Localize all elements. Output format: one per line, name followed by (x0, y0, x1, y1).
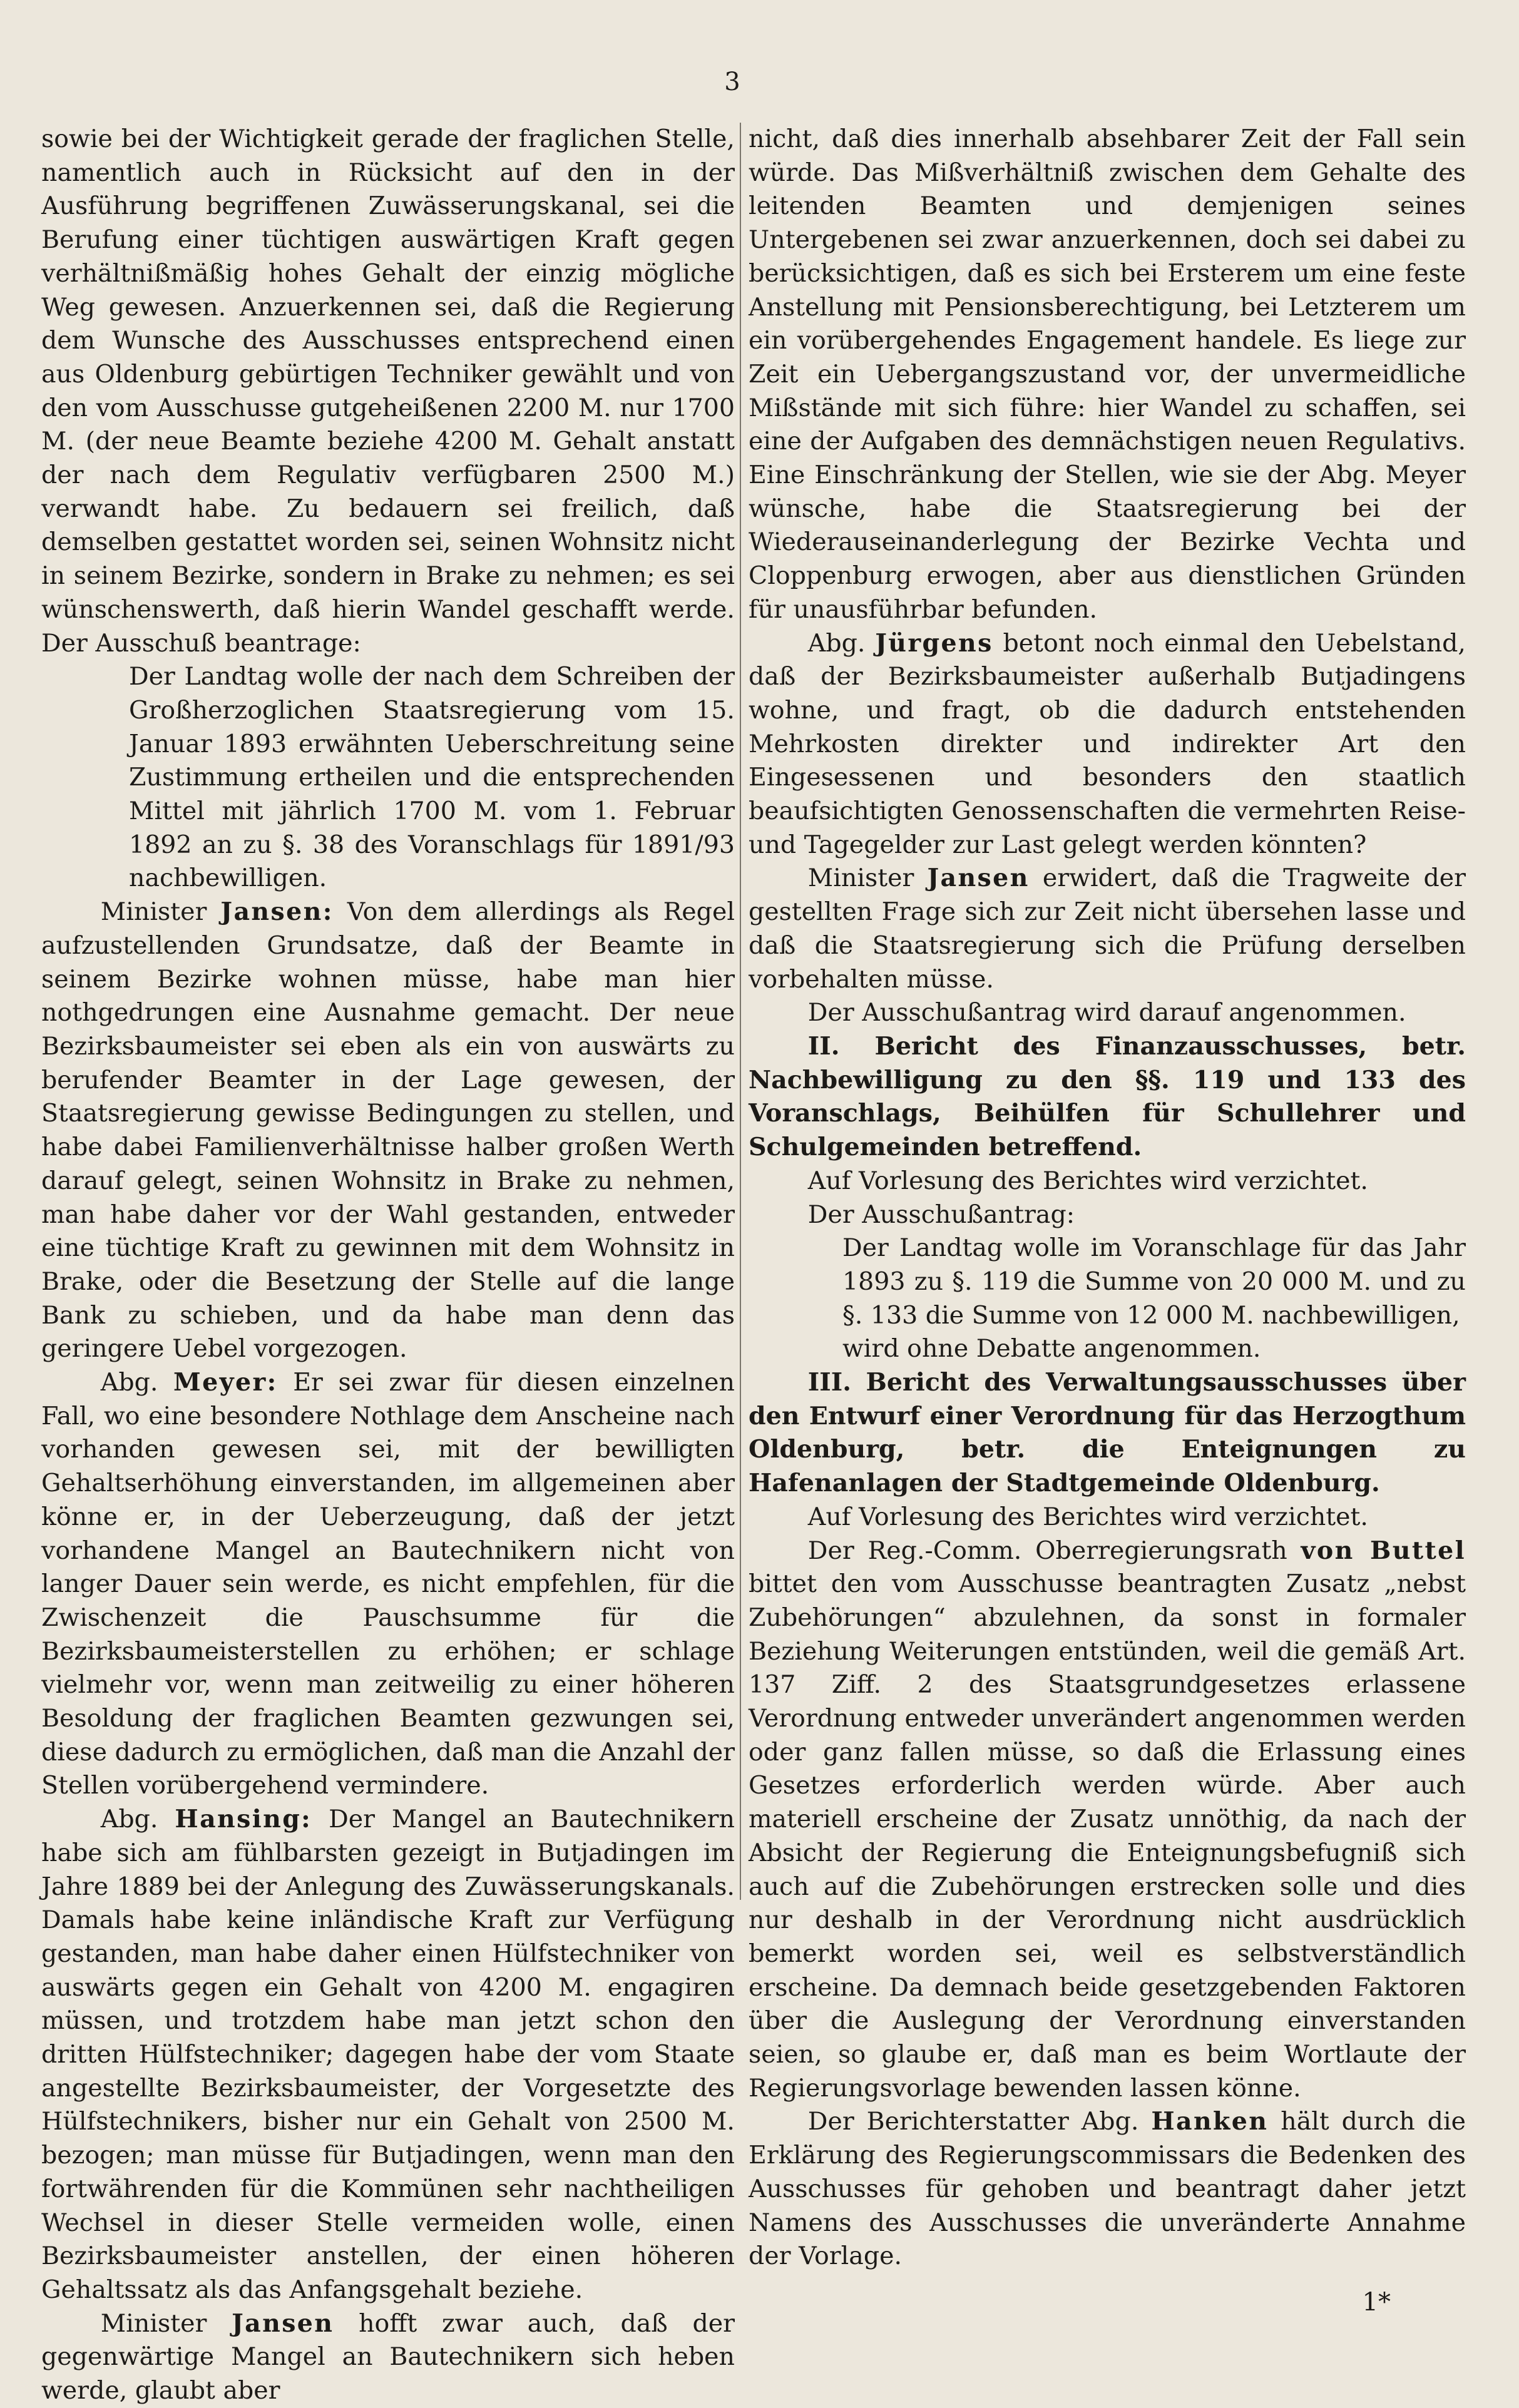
speaker-name: Jürgens (875, 628, 993, 658)
speaker-name: Meyer: (173, 1368, 278, 1397)
section-title: Bericht des Verwaltungsausschusses über den Entwurf einer Verordnung für das Herzogthum Oldenburg, betr. die Enteignungen zu Hafenanlagen der Stadtgemeinde Oldenburg. (749, 1368, 1466, 1498)
paragraph-text: Von dem allerdings als Regel aufzustellenden Grundsatze, daß der Beamte in seinem Bezirke wohnen müsse, habe man hier nothgedrungen eine Ausnahme gemacht. Der neue Bezirksbaumeister sei eben als ein von auswärts zu berufender Beamter in der Lage gewesen, der Staatsregierung gewisse Bedingungen zu stellen, und habe dabei Familienverhältnisse halber großen Werth darauf gelegt, seinen Wohnsitz in Brake zu nehmen, man habe daher vor der Wahl gestanden, entweder eine tüchtige Kraft zu gewinnen mit dem Wohnsitz in Brake, oder die Besetzung der Stelle auf die lange Bank zu schieben, und da habe man denn das geringere Uebel vorgezogen. (41, 897, 735, 1364)
speaker-name: Jansen (232, 2309, 334, 2338)
paragraph (41, 1803, 735, 2307)
speaker-title: Der Berichterstatter Abg. (807, 2107, 1139, 2136)
speaker-title: Abg. (100, 1368, 158, 1397)
speaker-name: Jansen: (220, 897, 334, 927)
paragraph-text: Der Mangel an Bautechnikern habe sich am fühlbarsten gezeigt in Butjadingen im Jahre 1889 bei der Anlegung des Zuwässerungskanals. Damals habe keine inländische Kraft zur Verfügung gestanden, man habe daher einen Hülfstechniker von auswärts gegen ein Gehalt von 4200 M. engagiren müssen, und trotzdem habe man jetzt schon den dritten Hülfstechniker; dagegen habe der vom Staate angestellte Bezirksbaumeister, der Vorgesetzte des Hülfstechnikers, bisher nur ein Gehalt von 2500 M. bezogen; man müsse für Butjadingen, wenn man den fortwährenden für die Kommünen sehr nachtheiligen Wechsel in dieser Stelle vermeiden wolle, einen Bezirksbaumeister anstellen, der einen höheren Gehaltssatz als das Anfangsgehalt beziehe. (41, 1805, 735, 2304)
section-number: II. (807, 1031, 840, 1061)
speaker-title: Der Reg.-Comm. Oberregierungsrath (807, 1536, 1287, 1565)
paragraph (749, 862, 1466, 996)
left-column (41, 123, 735, 2408)
right-column (749, 123, 1466, 2320)
speaker-name: Hansing: (175, 1805, 312, 1834)
paragraph-text: hält durch die Erklärung des Regierungscommissars die Bedenken des Ausschusses für gehoben und beantragt daher jetzt Namens des Ausschusses die unveränderte Annahme der Vorlage. (749, 2107, 1466, 2271)
speaker-title: Abg. (807, 628, 866, 658)
paragraph: sowie bei der Wichtigkeit gerade der fraglichen Stelle, namentlich auch in Rücksicht auf den in der Ausführung begriffenen Zuwässerungskanal, sei die Berufung einer tüchtigen auswärtigen Kraft gegen verhältnißmäßig hohes Gehalt der einzig mögliche Weg gewesen. Anzuerkennen sei, daß die Regierung dem Wunsche des Ausschusses entsprechend einen aus Oldenburg gebürtigen Techniker gewählt und von den vom Ausschusse gutgeheißenen 2200 M. nur 1700 M. (der neue Beamte beziehe 4200 M. Gehalt anstatt der nach dem Regulativ verfügbaren 2500 M.) verwandt habe. Zu bedauern sei freilich, daß demselben gestattet worden sei, seinen Wohnsitz nicht in seinem Bezirke, sondern in Brake zu nehmen; es sei wünschenswerth, daß hierin Wandel geschafft werde. Der Ausschuß beantrage: (41, 125, 735, 658)
paragraph-text: betont noch einmal den Uebelstand, daß der Bezirksbaumeister außerhalb Butjadingens wohne, und fragt, ob die dadurch entstehenden Mehrkosten direkter und indirekter Art den Eingesessenen und besonders den staatlich beaufsichtigten Genossenschaften die vermehrten Reise- und Tagegelder zur Last gelegt werden könnten? (749, 628, 1466, 859)
column-divider (740, 123, 741, 1900)
page-number: 3 (724, 68, 740, 96)
speaker-name: Jansen (927, 864, 1030, 893)
paragraph-text: bittet den vom Ausschusse beantragten Zusatz „nebst Zubehörungen“ abzulehnen, da sonst in formaler Beziehung Weiterungen entstünden, weil die gemäß Art. 137 Ziff. 2 des Staatsgrundgesetzes erlassene Verordnung entweder unverändert angenommen werden oder ganz fallen müsse, so daß die Erlassung eines Gesetzes erforderlich werden würde. Aber auch materiell erscheine der Zusatz unnöthig, da nach der Absicht der Regierung die Enteignungsbefugniß sich auch auf die Zubehörungen erstrecken solle und dies nur deshalb in der Verordnung nicht ausdrücklich bemerkt worden sei, weil es selbstverständlich erscheine. Da demnach beide gesetzgebenden Faktoren über die Auslegung der Verordnung einverstanden seien, so glaube er, daß man es beim Wortlaute der Regierungsvorlage bewenden lassen könne. (749, 1569, 1466, 2103)
paragraph (41, 1366, 735, 1803)
speaker-title: Minister (100, 2309, 207, 2338)
section-heading (749, 1030, 1466, 1165)
paragraph (41, 895, 735, 1366)
speaker-title: Minister (807, 864, 914, 893)
speaker-title: Minister (100, 897, 207, 927)
paragraph-text: erwidert, daß die Tragweite der gestellten Frage sich zur Zeit nicht übersehen lasse und daß die Staatsregierung sich die Prüfung derselben vorbehalten müsse. (749, 864, 1466, 994)
paragraph-text: Er sei zwar für diesen einzelnen Fall, wo eine besondere Nothlage dem Anscheine nach vorhanden gewesen sei, mit der bewilligten Gehaltserhöhung einverstanden, im allgemeinen aber könne er, in der Ueberzeugung, daß der jetzt vorhandene Mangel an Bautechnikern nicht von langer Dauer sein werde, es nicht empfehlen, für die Zwischenzeit die Pauschsumme für die Bezirksbaumeisterstellen zu erhöhen; er schlage vielmehr vor, wenn man zeitweilig zu einer höheren Besoldung der fraglichen Beamten gezwungen sei, diese dadurch zu ermöglichen, daß man die Anzahl der Stellen vorübergehend vermindere. (41, 1368, 735, 1800)
motion-quote: Der Landtag wolle der nach dem Schreiben der Großherzoglichen Staatsregierung vom 15. Januar 1893 erwähnten Ueberschreitung seine Zustimmung ertheilen und die entsprechenden Mittel mit jährlich 1700 M. vom 1. Februar 1892 an zu §. 38 des Voranschlags für 1891/93 nachbewilligen. (129, 662, 735, 893)
speaker-title: Abg. (100, 1805, 158, 1834)
paragraph (749, 627, 1466, 862)
section-title: Bericht des Finanzausschusses, betr. Nachbewilligung zu den §§. 119 und 133 des Voranschlags, Beihülfen für Schullehrer und Schulgemeinden betreffend. (749, 1031, 1466, 1162)
paragraph: Der Ausschußantrag: (807, 1200, 1075, 1229)
paragraph: wird ohne Debatte angenommen. (842, 1334, 1261, 1364)
paragraph (41, 2307, 735, 2408)
section-number: III. (807, 1368, 851, 1397)
speaker-name: von Buttel (1301, 1536, 1466, 1565)
paragraph: Auf Vorlesung des Berichtes wird verzichtet. (807, 1166, 1368, 1195)
motion-quote: Der Landtag wolle im Voranschlage für das Jahr 1893 zu §. 119 die Summe von 20 000 M. und zu §. 133 die Summe von 12 000 M. nachbewilligen, (842, 1233, 1466, 1330)
paragraph: Der Ausschußantrag wird darauf angenommen. (807, 998, 1406, 1028)
speaker-name: Hanken (1151, 2107, 1269, 2136)
signature-mark: 1* (1362, 2288, 1391, 2317)
paragraph: Auf Vorlesung des Berichtes wird verzichtet. (807, 1502, 1368, 1531)
paragraph (749, 1534, 1466, 2106)
paragraph: nicht, daß dies innerhalb absehbarer Zeit der Fall sein würde. Das Mißverhältniß zwischen dem Gehalte des leitenden Beamten und demjenigen seines Untergebenen sei zwar anzuerkennen, doch sei dabei zu berücksichtigen, daß es sich bei Ersterem um eine feste Anstellung mit Pensionsberechtigung, bei Letzterem um ein vorübergehendes Engagement handele. Es liege zur Zeit ein Uebergangszustand vor, der unvermeidliche Mißstände mit sich führe: hier Wandel zu schaffen, sei eine der Aufgaben des demnächstigen neuen Regulativs. Eine Einschränkung der Stellen, wie sie der Abg. Meyer wünsche, habe die Staatsregierung bei der Wiederauseinanderlegung der Bezirke Vechta und Cloppenburg erwogen, aber aus dienstlichen Gründen für unausführbar befunden. (749, 125, 1466, 624)
paragraph (749, 2105, 1466, 2273)
paragraph-text: hofft zwar auch, daß der gegenwärtige Mangel an Bautechnikern sich heben werde, glaubt aber (41, 2309, 735, 2405)
section-heading (749, 1366, 1466, 1501)
